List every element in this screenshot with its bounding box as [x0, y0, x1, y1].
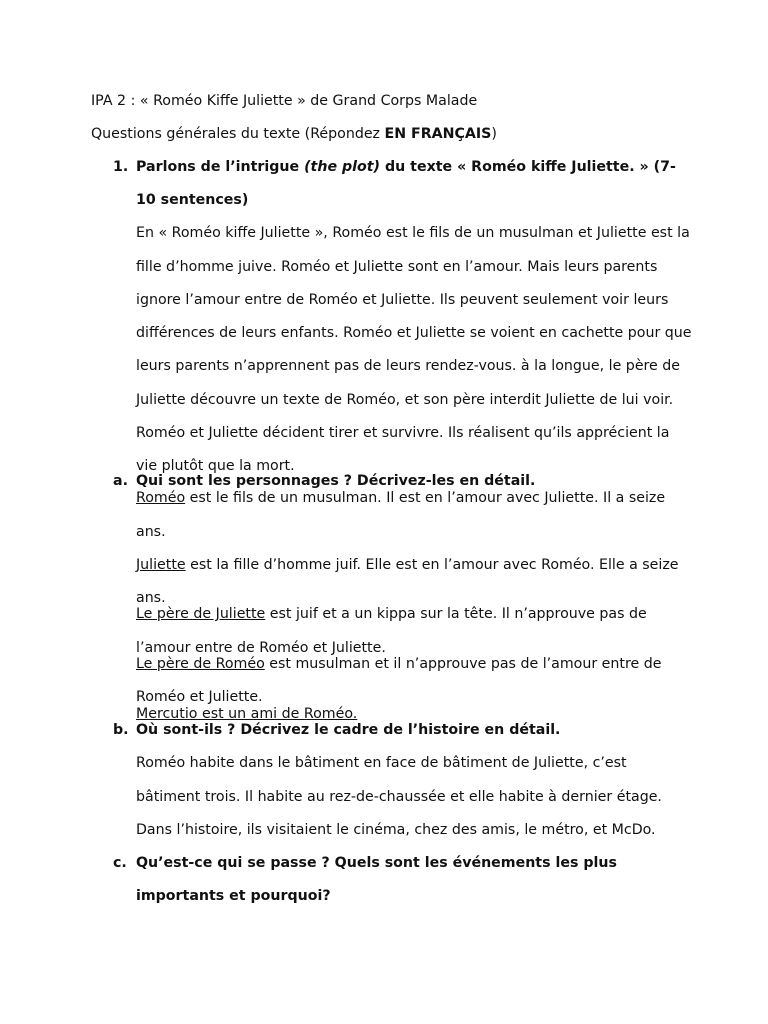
q1-text-a: Parlons de l’intrigue: [136, 159, 305, 175]
instructions-text: Questions générales du texte (Répondez: [91, 126, 385, 142]
character-name: Mercutio: [136, 706, 198, 722]
q1-answer-line: vie plutôt que la mort.: [136, 458, 295, 474]
character-desc: est musulman et il n’approuve pas de l’amour entre de: [264, 656, 662, 672]
character-name: Roméo: [136, 490, 186, 506]
question-b-letter: b.: [113, 722, 129, 738]
q1-answer-line: En « Roméo kiffe Juliette », Roméo est le fils de un musulman et Juliette est la: [136, 225, 690, 241]
character-juliette-cont: ans.: [136, 590, 166, 606]
instructions-language: EN FRANÇAIS: [384, 126, 492, 142]
document-title: IPA 2 : « Roméo Kiffe Juliette » de Grand Corps Malade: [91, 93, 478, 109]
character-name: Le père de Roméo: [136, 656, 265, 672]
question-c-line-1: Qu’est-ce qui se passe ? Quels sont les événements les plus: [136, 855, 617, 871]
question-1-number: 1.: [113, 159, 129, 175]
q1-answer-line: Juliette découvre un texte de Roméo, et son père interdit Juliette de lui voir.: [136, 392, 674, 408]
instructions: [91, 125, 497, 143]
character-juliette: [136, 556, 679, 574]
qb-answer-line: bâtiment trois. Il habite au rez-de-chaussée et elle habite à dernier étage.: [136, 789, 662, 805]
character-name: Juliette: [136, 557, 186, 573]
q1-text-b: du texte « Roméo kiffe Juliette. » (7-: [380, 159, 676, 175]
character-pere-romeo-cont: Roméo et Juliette.: [136, 689, 263, 705]
question-a-text: Qui sont les personnages ? Décrivez-les en détail.: [136, 473, 536, 489]
q1-text-italic: (the plot): [304, 159, 381, 175]
question-1-line-2: 10 sentences): [136, 192, 249, 208]
character-romeo-cont: ans.: [136, 524, 166, 540]
q1-answer-line: fille d’homme juive. Roméo et Juliette sont en l’amour. Mais leurs parents: [136, 259, 658, 275]
q1-answer-line: Roméo et Juliette décident tirer et survivre. Ils réalisent qu’ils apprécient la: [136, 425, 670, 441]
character-name: Le père de Juliette: [136, 606, 266, 622]
q1-answer-line: ignore l’amour entre de Roméo et Juliette. Ils peuvent seulement voir leurs: [136, 292, 669, 308]
character-pere-romeo: [136, 655, 661, 673]
q1-answer-line: leurs parents n’apprennent pas de leurs rendez-vous. à la longue, le père de: [136, 358, 681, 374]
character-desc: est la fille d’homme juif. Elle est en l’amour avec Roméo. Elle a seize: [185, 557, 679, 573]
character-desc: est le fils de un musulman. Il est en l’amour avec Juliette. Il a seize: [185, 490, 666, 506]
question-1-line-1: [136, 158, 676, 176]
qb-answer-line: Roméo habite dans le bâtiment en face de bâtiment de Juliette, c’est: [136, 755, 627, 771]
question-b-text: Où sont-ils ? Décrivez le cadre de l’histoire en détail.: [136, 722, 561, 738]
instructions-close: ): [491, 126, 497, 142]
qb-answer-line: Dans l’histoire, ils visitaient le cinéma, chez des amis, le métro, et McDo.: [136, 822, 656, 838]
character-romeo: [136, 489, 665, 507]
character-desc: est un ami de Roméo.: [197, 706, 358, 722]
question-c-letter: c.: [113, 855, 127, 871]
character-pere-juliette: [136, 605, 647, 623]
question-a-letter: a.: [113, 473, 128, 489]
character-desc: est juif et a un kippa sur la tête. Il n’approuve pas de: [265, 606, 647, 622]
character-pere-juliette-cont: l’amour entre de Roméo et Juliette.: [136, 640, 386, 656]
q1-answer-line: différences de leurs enfants. Roméo et Juliette se voient en cachette pour que: [136, 325, 692, 341]
question-c-line-2: importants et pourquoi?: [136, 888, 331, 904]
